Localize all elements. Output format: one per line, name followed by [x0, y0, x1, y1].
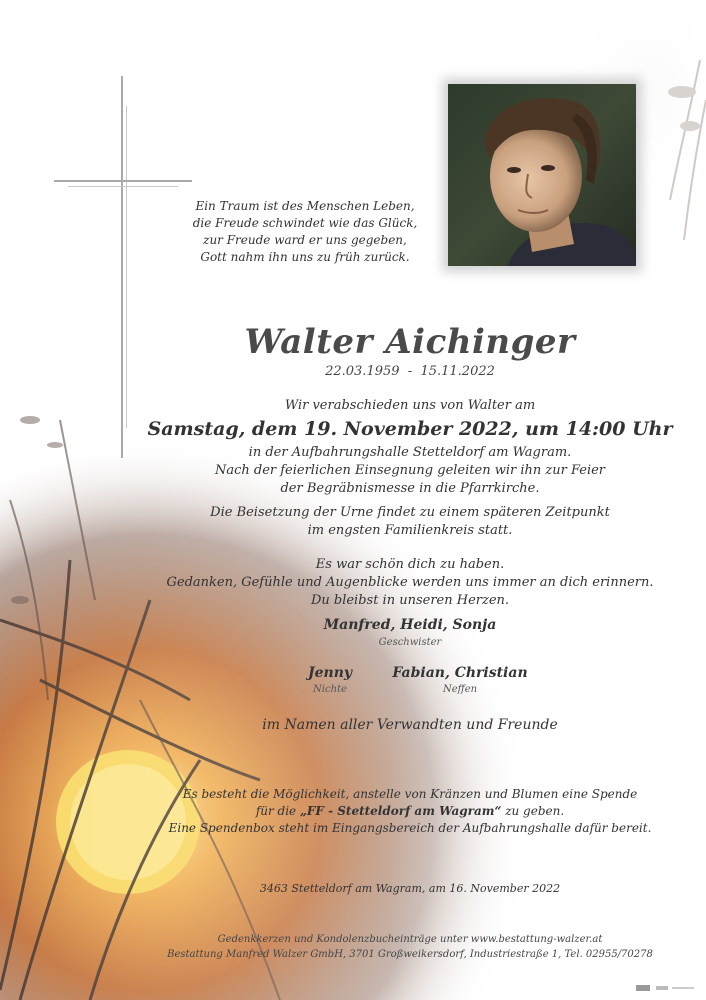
- quote-line: Du bleibst in unseren Herzen.: [310, 593, 510, 608]
- footer-line: Bestattung Manfred Walzer GmbH, 3701 Großweikersdorf, Industriestraße 1, Tel. 02955/70278: [167, 949, 653, 960]
- family-siblings-relation: Geschwister: [378, 637, 442, 648]
- donation-line: [110, 803, 706, 820]
- place-line: Nach der feierlichen Einsegnung geleiten wir ihn zur Feier: [214, 463, 606, 478]
- nephews-relation: Neffen: [442, 684, 478, 695]
- donation-post: zu geben.: [501, 804, 565, 818]
- printer-mark-icon: [636, 984, 696, 992]
- ceremony-place: [110, 444, 706, 498]
- ceremony-datetime: Samstag, dem 19. November 2022, um 14:00 Uhr: [147, 418, 673, 440]
- nephews-names: Fabian, Christian: [392, 665, 528, 681]
- family-niece: [280, 665, 380, 695]
- donation-pre: für die: [255, 804, 300, 818]
- funeral-home-footer: [110, 932, 706, 962]
- footer-line: Gedenkkerzen und Kondolenzbucheinträge unter www.bestattung-walzer.at: [217, 934, 603, 945]
- poem-line: zur Freude ward er uns gegeben,: [203, 233, 407, 247]
- family-nephews: [380, 665, 540, 695]
- farewell-invitation: Wir verabschieden uns von Walter am: [284, 398, 536, 413]
- place-line: der Begräbnismesse in die Pfarrkirche.: [280, 481, 540, 496]
- niece-name: Jenny: [307, 665, 353, 681]
- urne-line: im engsten Familienkreis statt.: [307, 523, 513, 538]
- poem-line: Ein Traum ist des Menschen Leben,: [195, 199, 415, 213]
- donation-note: [110, 786, 706, 837]
- donation-line: Eine Spendenbox steht im Eingangsbereich der Aufbahrungshalle dafür bereit.: [168, 821, 652, 835]
- memorial-quote: [110, 556, 706, 610]
- place-and-date: 3463 Stetteldorf am Wagram, am 16. November 2022: [259, 882, 561, 895]
- donation-line: Es besteht die Möglichkeit, anstelle von Kränzen und Blumen eine Spende: [182, 787, 638, 801]
- niece-relation: Nichte: [313, 684, 347, 695]
- poem: [180, 198, 430, 266]
- donation-recipient: „FF - Stetteldorf am Wagram“: [299, 804, 502, 818]
- quote-line: Gedanken, Gefühle und Augenblicke werden uns immer an dich erinnern.: [166, 575, 654, 590]
- urne-line: Die Beisetzung der Urne findet zu einem späteren Zeitpunkt: [210, 505, 610, 520]
- poem-line: Gott nahm ihn uns zu früh zurück.: [200, 250, 410, 264]
- poem-line: die Freude schwindet wie das Glück,: [192, 216, 418, 230]
- quote-line: Es war schön dich zu haben.: [315, 557, 505, 572]
- life-dates: 22.03.1959 - 15.11.2022: [325, 364, 495, 379]
- place-line: in der Aufbahrungshalle Stetteldorf am Wagram.: [248, 445, 572, 460]
- urn-burial-note: [110, 504, 706, 540]
- family-siblings-names: Manfred, Heidi, Sonja: [323, 617, 497, 633]
- portrait-photo: [448, 84, 636, 266]
- deceased-name: Walter Aichinger: [244, 322, 576, 362]
- relatives-note: im Namen aller Verwandten und Freunde: [262, 717, 558, 733]
